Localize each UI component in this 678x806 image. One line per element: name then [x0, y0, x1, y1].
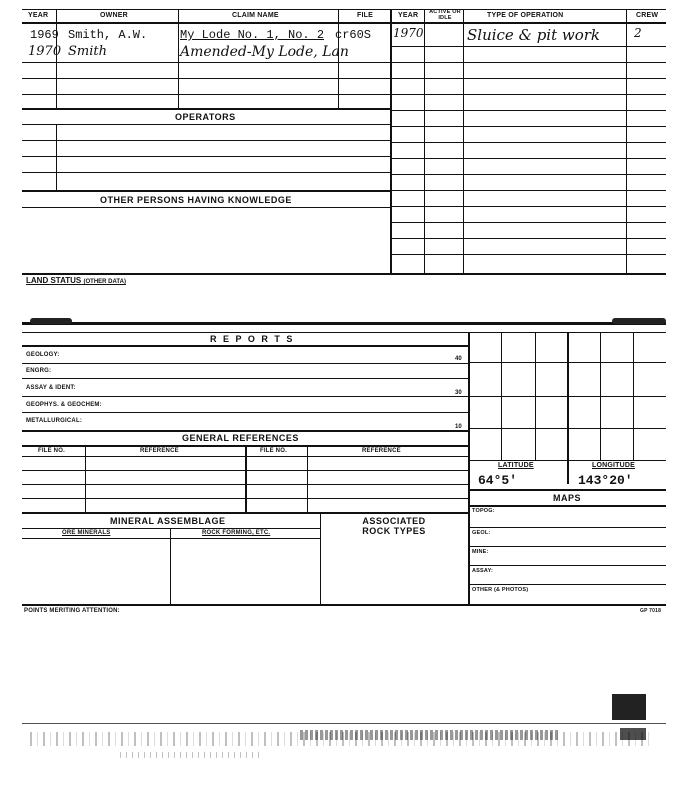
general-references-title: GENERAL REFERENCES	[182, 433, 299, 443]
maps-title: MAPS	[553, 493, 582, 503]
maps-topog: TOPOG:	[472, 508, 495, 514]
reports-top	[22, 332, 666, 333]
section-line	[22, 430, 468, 432]
header-type-of-operation: TYPE OF OPERATION	[487, 12, 564, 19]
divider	[338, 22, 339, 108]
form-number: GP 7018	[640, 608, 662, 614]
operation-row-1-year: 1970	[393, 26, 424, 40]
grid-line	[468, 460, 666, 461]
rock-forming-header: ROCK FORMING, ETC.	[202, 530, 271, 536]
header-crew: CREW	[636, 12, 659, 19]
section-line	[22, 604, 666, 606]
operation-row-1-crew: 2	[634, 26, 642, 40]
owner-row-2-claim: Amended-My Lode, Lan	[180, 44, 349, 60]
scan-block	[612, 694, 646, 720]
row-line	[22, 124, 390, 125]
header-owner: OWNER	[100, 12, 128, 19]
owner-row-1-file: cr60S	[335, 28, 372, 42]
row-line	[468, 527, 666, 528]
report-geology: GEOLOGY:	[26, 352, 60, 358]
row-line	[390, 158, 666, 159]
report-assay: ASSAY & IDENT:	[26, 385, 76, 391]
land-status-title	[26, 276, 126, 285]
latitude-value: 64°5'	[478, 473, 518, 488]
ore-minerals-header: ORE MINERALS	[62, 530, 111, 536]
divider	[307, 445, 308, 512]
scan-line	[22, 723, 666, 724]
smudge	[30, 318, 72, 324]
row-line	[390, 78, 666, 79]
land-status-label: LAND STATUS	[26, 276, 82, 285]
smudge	[612, 318, 666, 324]
maps-assay: ASSAY:	[472, 568, 494, 574]
section-line	[468, 505, 666, 507]
row-line	[22, 207, 390, 208]
row-line	[390, 238, 666, 239]
maps-mine: MINE:	[472, 549, 489, 555]
row-line	[22, 62, 390, 63]
points-meriting-attention: POINTS MERITING ATTENTION:	[24, 608, 120, 614]
section-line	[468, 489, 666, 491]
report-metallurgical-num: 10	[455, 424, 462, 430]
row-line	[390, 142, 666, 143]
reports-right-divider	[468, 332, 470, 604]
report-assay-num: 30	[455, 390, 462, 396]
owner-row-1-owner: Smith, A.W.	[68, 28, 148, 42]
main-divider	[390, 9, 392, 273]
row-line	[468, 546, 666, 547]
row-line	[390, 46, 666, 47]
row-line	[22, 363, 468, 364]
header-active-or-idle: ACTIVE OR IDLE	[429, 9, 461, 21]
row-line	[390, 126, 666, 127]
divider	[56, 22, 57, 108]
row-line	[22, 538, 320, 539]
row-line	[22, 396, 468, 397]
row-line	[468, 565, 666, 566]
row-line	[22, 378, 468, 379]
divider	[424, 9, 425, 273]
ref-reference-header-2: REFERENCE	[362, 448, 401, 454]
mineral-assemblage-title: MINERAL ASSEMBLAGE	[110, 516, 226, 526]
row-line	[22, 412, 468, 413]
header-underline	[22, 22, 666, 24]
operators-title: OPERATORS	[175, 112, 236, 122]
ref-reference-header: REFERENCE	[140, 448, 179, 454]
row-line	[22, 94, 390, 95]
top-border	[22, 9, 666, 10]
ref-file-no-header: FILE NO.	[38, 448, 65, 454]
grid-line	[468, 362, 666, 363]
divider	[245, 445, 247, 512]
ref-file-no-header-2: FILE NO.	[260, 448, 287, 454]
latitude-label: LATITUDE	[498, 462, 534, 469]
divider	[56, 124, 57, 190]
row-line	[390, 254, 666, 255]
section-line	[22, 512, 468, 514]
other-persons-title: OTHER PERSONS HAVING KNOWLEDGE	[100, 195, 292, 205]
owner-row-2-owner: Smith	[68, 44, 107, 59]
header-year: YEAR	[28, 12, 49, 19]
row-line	[390, 206, 666, 207]
report-geophys: GEOPHYS. & GEOCHEM:	[26, 402, 102, 408]
header-file: FILE	[357, 12, 373, 19]
header-year-2: YEAR	[398, 12, 419, 19]
land-status-sub: (OTHER DATA)	[83, 279, 126, 285]
separator-bar	[22, 322, 666, 325]
row-line	[390, 110, 666, 111]
row-line	[390, 62, 666, 63]
report-geology-num: 40	[455, 356, 462, 362]
report-engrg: ENGRG:	[26, 368, 52, 374]
header-claim-name: CLAIM NAME	[232, 12, 279, 19]
maps-geol: GEOL:	[472, 530, 491, 536]
row-line	[390, 222, 666, 223]
section-line	[22, 273, 666, 275]
section-line	[22, 108, 390, 110]
scan-noise	[120, 752, 260, 758]
row-line	[390, 94, 666, 95]
reports-underline	[22, 345, 468, 347]
operation-row-1-type: Sluice & pit work	[467, 26, 601, 44]
report-metallurgical: METALLURGICAL:	[26, 418, 83, 424]
scan-noise	[300, 730, 560, 740]
divider	[320, 512, 321, 604]
reports-title: R E P O R T S	[210, 334, 295, 344]
section-line	[22, 190, 390, 192]
divider	[85, 445, 86, 512]
associated-rock-types-title: ASSOCIATED ROCK TYPES	[362, 516, 426, 536]
maps-other: OTHER (& PHOTOS)	[472, 587, 529, 593]
grid-line	[468, 428, 666, 429]
divider	[338, 9, 339, 23]
owner-row-1-year: 1969	[30, 28, 59, 42]
divider	[178, 22, 179, 108]
grid-line	[567, 332, 569, 484]
divider	[170, 528, 171, 604]
row-line	[390, 174, 666, 175]
divider	[178, 9, 179, 23]
row-line	[22, 172, 390, 173]
row-line	[390, 190, 666, 191]
row-line	[22, 78, 390, 79]
row-line	[468, 584, 666, 585]
longitude-value: 143°20'	[578, 473, 633, 488]
row-line	[22, 528, 320, 529]
grid-line	[468, 396, 666, 397]
row-line	[22, 140, 390, 141]
owner-row-1-claim: My Lode No. 1, No. 2	[180, 28, 325, 42]
row-line	[22, 156, 390, 157]
longitude-label: LONGITUDE	[592, 462, 636, 469]
divider	[626, 9, 627, 273]
divider	[463, 9, 464, 273]
owner-row-2-year: 1970	[28, 44, 62, 59]
divider	[56, 9, 57, 23]
